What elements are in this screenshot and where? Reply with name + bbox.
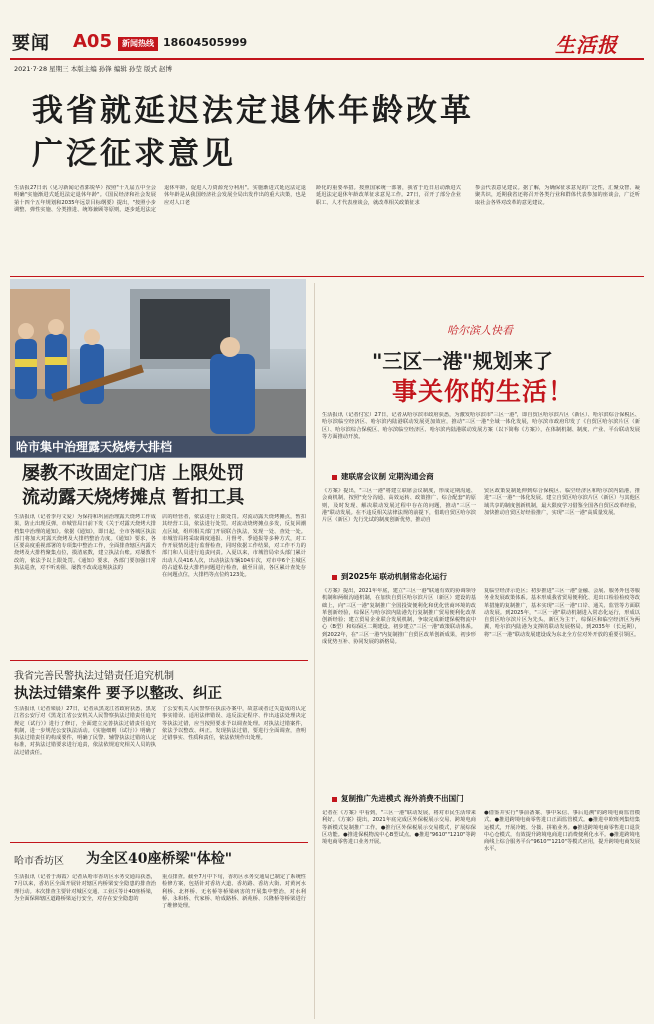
story1-title-line1: 屡教不改固定门店 上限处罚	[22, 463, 245, 484]
story2-body-col2: 了公安机关人民警察在执法办案中，故意或者过失造成的认定事实错误、适用法律错误、违反法定程序、作出违法处理决定等执法过错，应当按照要求予以调查处理。对执法过错案件，依法予以整改、纠正。发现执法过错，要进行全面调查，查明过错事实、性质和责任，依法依规作出处理。	[162, 706, 306, 742]
promo-title: "三区一港"规划来了	[372, 349, 553, 373]
photo-caption: 哈市集中治理露天烧烤大排档	[10, 436, 306, 458]
story1-body-col1: 生活报讯（记者李丹文爱）为保持和巩固治理露天烧烤工作成果，防止出现反弹，市城管局日前下发《关于对露天烧烤大排档集中治理的通知》。依据《通知》，即日起，全市各城区执法部门将加大对露天烧烤及大排档整治力度。《通知》要求，各区要高度重视部署的专项集中整治工作，全面排查辖区内露天烧烤及大排档聚集点位，摸清底数，建立执法台账。对屡教不改的，依法予以上限处罚。《通知》要求，各部门要加强日常执法巡查，对不听劝阻、屡教不改或违规执法的	[14, 514, 156, 572]
promo-section1-title: 建联席会议制 定期沟通会商	[341, 472, 434, 481]
story3-body-col2: 重点排查。截至7月中下旬，香坊区水务交通局已制定了系统性检修方案，包括针对香坊大道、香坊路、香坊大街、对黄河水利桥、北杯桥、无名桥等桥梁病害的开展集中整治，对水利桥、永和桥、代家桥、哈成路桥、新苑桥、兴隆桥等桥梁进行了维修处理。	[162, 874, 306, 910]
story2-kicker: 我省完善民警执法过错责任追究机制	[14, 671, 174, 682]
news-photo	[10, 279, 306, 457]
hotline-number: 18604505999	[163, 36, 248, 49]
main-headline-line2: 广泛征求意见	[32, 136, 236, 172]
promo-intro: 生活报讯（记者付宏）27日，记者从哈尔滨市政府获悉，为激发哈尔滨市"三区一港"，即自贸区哈尔滨片区（新区）、哈尔滨综合保税区、哈尔滨临空经济区、哈尔滨内陆港联动发展更加效应，推动"三区一港"全域一体化发展，哈尔滨市政府印发了《自贸区哈尔滨片区（新区）、哈尔滨综合保税区、哈尔滨临空经济区、哈尔滨内陆港联动发展方案（以下简称《方案》），在体制机制、制度、产业、平台联动发展等方面推动开放。	[322, 412, 640, 440]
promo-section2-title: 到2025年 联动机制常态化运行	[341, 572, 447, 581]
section-name: 要闻	[12, 33, 50, 54]
promo-sec2-body-col2: 复临空经济示范区；初步推进"三区一港"金融、会展、服务外包等服务业发展政策体系。基本形成我省贸易便利化、进出口检验检疫等改革措施的复制推广，基本实现"三区一港"口岸、通关、监管等方面联动发展。到2025年，"三区一港"联动机制进入常态化运行，形成以自贸区哈尔滨片区为先头，新区为主干，综保区和临空经济区为两翼，哈尔滨内陆港为支撑的联动发展格局。到2035年（长远期），将"三区一港"联动发展建设成为东北全方位对外开放的重要引领区。	[484, 588, 640, 638]
newspaper-logo: 生活报	[555, 33, 618, 57]
divider	[10, 842, 308, 843]
promo-sec3-body-col2: ●借鉴并实行"事前备案、事中采信、事后追溯"的跨境电商监管模式。●推进跨境电商零售进口正面监管模式。●推进中欧班列集结集运模式，开展冷链、分拨、拼箱业务。●推进跨境电商零售进口退货中心仓模式，有效提升跨境电商进口消费便利化水平。●推进跨境电商线上综合服务平台"9610""1210"等模式应用，提升跨境电商发展水平。	[484, 810, 640, 853]
lead-body-col2: 龄化的重要举措。按照国家统一部署，我省于近日启动渐进式延迟法定退休年龄改革征求意见工作。27日，召开了部分企业职工、人才代表座谈会，就改革相关政策征求	[316, 185, 461, 206]
promo-section3-title: 复制推广先进模式 海外消费不出国门	[341, 794, 464, 803]
section-marker-icon	[332, 575, 337, 580]
issue-meta: 2021·7·28 星期三 本版主编 孙锋 编辑 孙莹 版式 赵博	[14, 65, 173, 73]
promo-sec1-body-col1: 《方案》提出，"三区一港"将建立联席会议制度，形成定期沟通、会商机制，按照"充分沟通、高效运转、政策推广、综合配套"的原则，及时发现、解决联动发展过程中存在的问题，推动"三区一港"联动发展。在不违反相关法律法规的前提下，借助自贸区哈尔滨片区（新区）先行先试的制度创新优势，推动自	[322, 488, 476, 524]
divider	[10, 276, 644, 277]
story3-body-col1: 生活报讯（记者于海霞）记者从哈市香坊区水务交通局获悉，7月以来，香坊区全面开展针对辖区内桥梁安全隐患的排查治理行动。本次排查主要针对城区交通、工业区等计40座桥梁，为全面保障辖区道路桥梁运行安全，对存在安全隐患的	[14, 874, 156, 902]
story1-body-col2: 店的经营者，依法进行上限处罚。对流动露天烧烤摊点，暂扣其经营工具，依法进行处罚。对流动烧烤摊点多发，反复回潮点区域，组织相关部门开展联合执法，发现一处、查处一处。市城管局将采取调度通报、月督考、季通报等多种方式，对工作开展情况进行监督检查，同时依据工作结果，对工作不力的部门和人员进行追责问责。入夏以来，市城管局牵头部门累计出动人员416人次，出动执法车辆104车次，对市中6个主城区的占道私设大排档问题进行检查，截至目前，各区累计查处存在问题点位，大排档等点位约123处。	[162, 514, 306, 579]
main-headline-line1: 我省就延迟法定退休年龄改革	[32, 93, 474, 129]
promo-section2-heading	[332, 570, 632, 583]
lead-body-col1: 生活报27日讯（见习新闻记者郭锐华）按照"十九届五中全会明确"实施渐进式延迟法定退休年龄"。《国民经济和社会发展第十四个五年规划和2035年远景目标纲要》提出，"按照小步调整、弹性实施、分类推进、统筹兼顾等原则，逐步延迟法定退休年龄，促进人力资源充分利用"。实施渐进式延迟法定退休年龄是从我国经济社会发展全局出发作出的重大决策，也是应对人口老	[14, 185, 306, 213]
page-number: A05	[73, 31, 112, 52]
story2-body-col1: 生活报讯（记者梁晨）27日，记者从黑龙江省政府获悉，黑龙江省公安厅对《黑龙江省公安机关人民警察执法过错责任追究规定（试行）》进行了修订，全面建立完善执法过错责任追究机制，进一步规范公安执法活动。《实施细则（试行）》明确了执法过错责任的构成要件，明确了民警、辅警执法过错的认定标准，对执法过错要求进行追责，依法依规追究相关人员的执法过错责任。	[14, 706, 156, 756]
promo-kicker: 哈尔滨人快看	[447, 324, 513, 337]
story1-headline	[22, 462, 307, 510]
promo-sec2-body-col1: 《方案》提出，2021年年底，建立"三区一港"联通有效的协调领导机制和两级沟通机制，在加快自贸区哈尔滨片区（新区）建设的基础上，向"三区一港"复制推广全国投资便利化和优化营商环境的改革创新经验，综保区与哈尔滨内陆港先行复制推广贸易便利化改革创新经验；建立贸易企业联合发展机制，争取完成新建保税物流中心（B型）和综保区二期建设。初步建立"三区一港"政策联动体系。到2022年，在"三区一港"内复制推广自贸区改革创新成果，初步形成优势互补、协同发展的新格局。	[322, 588, 476, 646]
photo-illustration	[10, 279, 306, 457]
story2-headline: 执法过错案件 要予以整改、纠正	[14, 685, 223, 702]
divider	[10, 660, 308, 661]
promo-section3-heading	[332, 792, 632, 805]
promo-sec1-body-col2: 贸区政策复制延伸到综合保税区、临空经济区和哈尔滨内陆港，推进"三区一港"一体化发展。建立自贸区哈尔滨片区（新区）与其他区域共享的制度创新机制，最大限度学习借鉴全国各自贸区改革经验，加快推动自贸区好经验推广，实现"三区一港"高质量发展。	[484, 488, 640, 516]
promo-section1-heading	[332, 470, 632, 483]
promo-subtitle: 事关你的生活！	[392, 377, 575, 406]
lead-body-col3: 参会代表意见建议。据了解，为确保征求意见的广泛性，汇聚众智、凝聚共识，近期我省还将召开各类行业和群体代表参加的座谈会，广泛听取社会各界对改革的意见建议。	[475, 185, 640, 206]
section-marker-icon	[332, 475, 337, 480]
promo-sec3-body-col1: 记者在《方案》中看到，"三区一港"联动发展，将对市民生活带来利好。《方案》提出，2021年底完成区外保税展示交易、跨境电商等新模式复制推广工作。●推行区外保税展示交易模式，扩展综保区功能。●推进保税物流中心B型试点。●推进"9610""1210"等跨境电商零售进口业务开展。	[322, 810, 476, 846]
main-headline	[32, 90, 632, 176]
story3-kicker: 哈市香坊区	[14, 856, 64, 867]
story3-headline: 为全区40座桥梁"体检"	[86, 851, 233, 867]
hotline-badge: 新闻热线	[118, 37, 158, 51]
story1-title-line2: 流动露天烧烤摊点 暂扣工具	[22, 487, 245, 508]
header-rule	[10, 58, 644, 60]
section-marker-icon	[332, 797, 337, 802]
